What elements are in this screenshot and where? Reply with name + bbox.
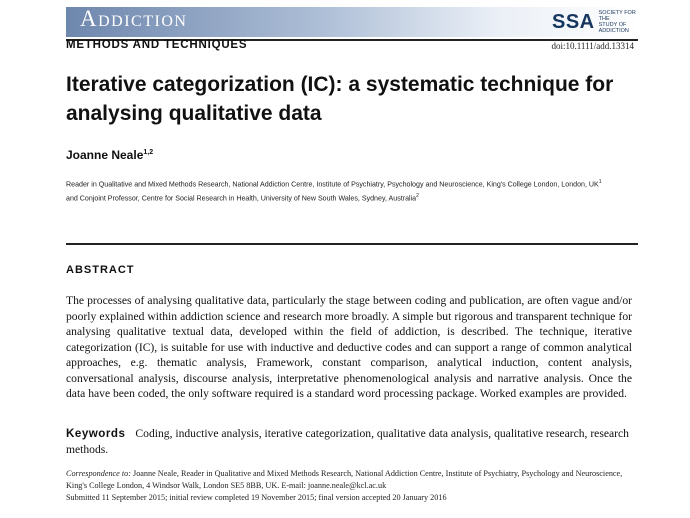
article-title: Iterative categorization (IC): a systematic technique for analysing qualitative data <box>66 73 614 125</box>
correspondence <box>66 468 632 504</box>
ssa-logo-text <box>599 10 639 34</box>
ssa-logo-mark: SSA <box>552 10 595 33</box>
keywords-label: Keywords <box>66 427 126 440</box>
affiliation-text: and Conjoint Professor, Centre for Social Research in Health, University of New South Wales, Sydney, Australia <box>66 194 417 203</box>
ssa-logo <box>552 10 639 34</box>
affiliations <box>66 176 638 205</box>
affiliation-text: Reader in Qualitative and Mixed Methods Research, National Addiction Centre, Institute of Psychiatry, Psychology and Neuroscience, King's College London, London, UK <box>66 180 599 189</box>
doi-link[interactable]: doi:10.1111/add.13314 <box>551 41 634 51</box>
ssa-logo-line: STUDY OF <box>598 22 627 28</box>
correspondence-label: Correspondence to: <box>66 469 131 478</box>
abstract-heading: ABSTRACT <box>66 264 135 276</box>
correspondence-text: Joanne Neale, Reader in Qualitative and Mixed Methods Research, National Addiction Centre, Institute of Psychiatry, Psychology and Neuroscience, King's College London, 4 Windsor Walk, London SE5 8BB, UK. E-mail: joanne.neale@kcl.ac.uk <box>66 469 623 490</box>
ssa-logo-line: SOCIETY FOR THE <box>598 10 636 22</box>
section-label: METHODS AND TECHNIQUES <box>66 39 248 51</box>
author-affiliation-marks: 1,2 <box>143 149 154 156</box>
author[interactable] <box>66 148 153 162</box>
submission-dates: Submitted 11 September 2015; initial review completed 19 November 2015; final version accepted 20 January 2016 <box>66 493 447 502</box>
affiliation-mark: 2 <box>416 193 419 200</box>
ssa-logo-line: ADDICTION <box>598 28 629 34</box>
correspondence-line <box>66 468 632 492</box>
abstract-divider <box>66 243 638 245</box>
journal-name: Addiction <box>80 6 188 31</box>
author-name: Joanne Neale <box>66 148 144 162</box>
affiliation-line <box>66 190 638 204</box>
affiliation-mark: 1 <box>598 179 602 185</box>
abstract-text: The processes of analysing qualitative data, particularly the stage between coding and publication, are often vague and/or poorly explained within addiction science and research more broadly. A simple but rigorous and transparent technique for analysing qualitative textual data, developed within the field of addiction, is described. The technique, iterative categorization (IC), is suitable for use with inductive and deductive codes and can support a range of common analytical approaches, e.g. thematic analysis, Framework, constant comparison, analytical induction, content analysis, conversational analysis, discourse analysis, interpretative phenomenological analysis and narrative analysis. Once the data have been coded, the only software required is a standard word processing package. Worked examples are provided. <box>66 294 632 400</box>
keywords <box>66 426 632 457</box>
keywords-text: Coding, inductive analysis, iterative categorization, qualitative data analysis, qualitative research, research methods. <box>66 427 629 456</box>
affiliation-line <box>66 176 638 190</box>
